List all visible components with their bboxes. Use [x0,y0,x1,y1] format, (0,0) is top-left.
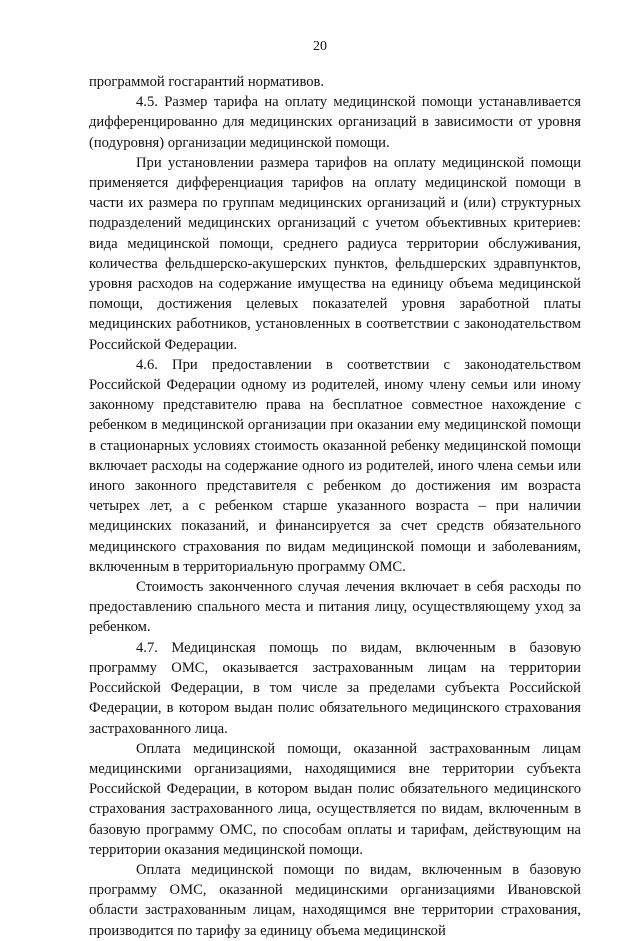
paragraph-payment-outside-territory: Оплата медицинской помощи, оказанной застрахованным лицам медицинскими организациями, находящимися вне территории субъекта Российской Федерации, в котором выдан полис обязательного медицинского страхования застрахованного лица, осуществляется по видам, включенным в базовую программу ОМС, по способам оплаты и тарифам, действующим на территории оказания медицинской помощи. [89,740,581,858]
paragraph-tariff-differentiation: При установлении размера тарифов на оплату медицинской помощи применяется дифференциация тарифов на оплату медицинской помощи в части их размера по группам медицинских организаций и (или) структурных подразделений медицинских организаций с учетом объективных критериев: вида медицинской помощи, среднего радиуса территории обслуживания, количества фельдшерско-акушерских пунктов, фельдшерских здравпунктов, уровня расходов на содержание имущества на единицу объема медицинской помощи, достижения целевых показателей уровня заработной платы медицинских работников, установленных в соответствии с законодательством Российской Федерации. [89,154,581,353]
document-body [89,72,581,941]
page-number: 20 [313,39,327,54]
paragraph-case-cost: Стоимость законченного случая лечения включает в себя расходы по предоставлению спального места и питания лицу, осуществляющему уход за ребенком. [89,579,581,636]
paragraph-continuation: программой госгарантий нормативов. [89,74,325,90]
paragraph-4-5: 4.5. Размер тарифа на оплату медицинской помощи устанавливается дифференцированно для медицинских организаций в зависимости от уровня (подуровня) организации медицинской помощи. [89,94,581,151]
paragraph-payment-ivanovo: Оплата медицинской помощи по видам, включенным в базовую программу ОМС, оказанной медицинскими организациями Ивановской области застрахованным лицам, находящимся вне территории страхования, производится по тарифу за единицу объема медицинской [89,861,581,939]
paragraph-4-7: 4.7. Медицинская помощь по видам, включенным в базовую программу ОМС, оказывается застрахованным лицам на территории Российской Федерации, в том числе за пределами субъекта Российской Федерации, в котором выдан полис обязательного медицинского страхования застрахованного лица. [89,639,581,737]
paragraph-4-6: 4.6. При предоставлении в соответствии с законодательством Российской Федерации одному из родителей, иному члену семьи или иному законному представителю права на бесплатное совместное нахождение с ребенком в медицинской организации при оказании ему медицинской помощи в стационарных условиях стоимость оказанной ребенку медицинской помощи включает расходы на содержание одного из родителей, иного члена семьи или иного законного представителя с ребенком до достижения им возраста четырех лет, а с ребенком старше указанного возраста – при наличии медицинских показаний, и финансируется за счет средств обязательного медицинского страхования по видам медицинской помощи и заболеваниям, включенным в территориальную программу ОМС. [89,356,581,575]
